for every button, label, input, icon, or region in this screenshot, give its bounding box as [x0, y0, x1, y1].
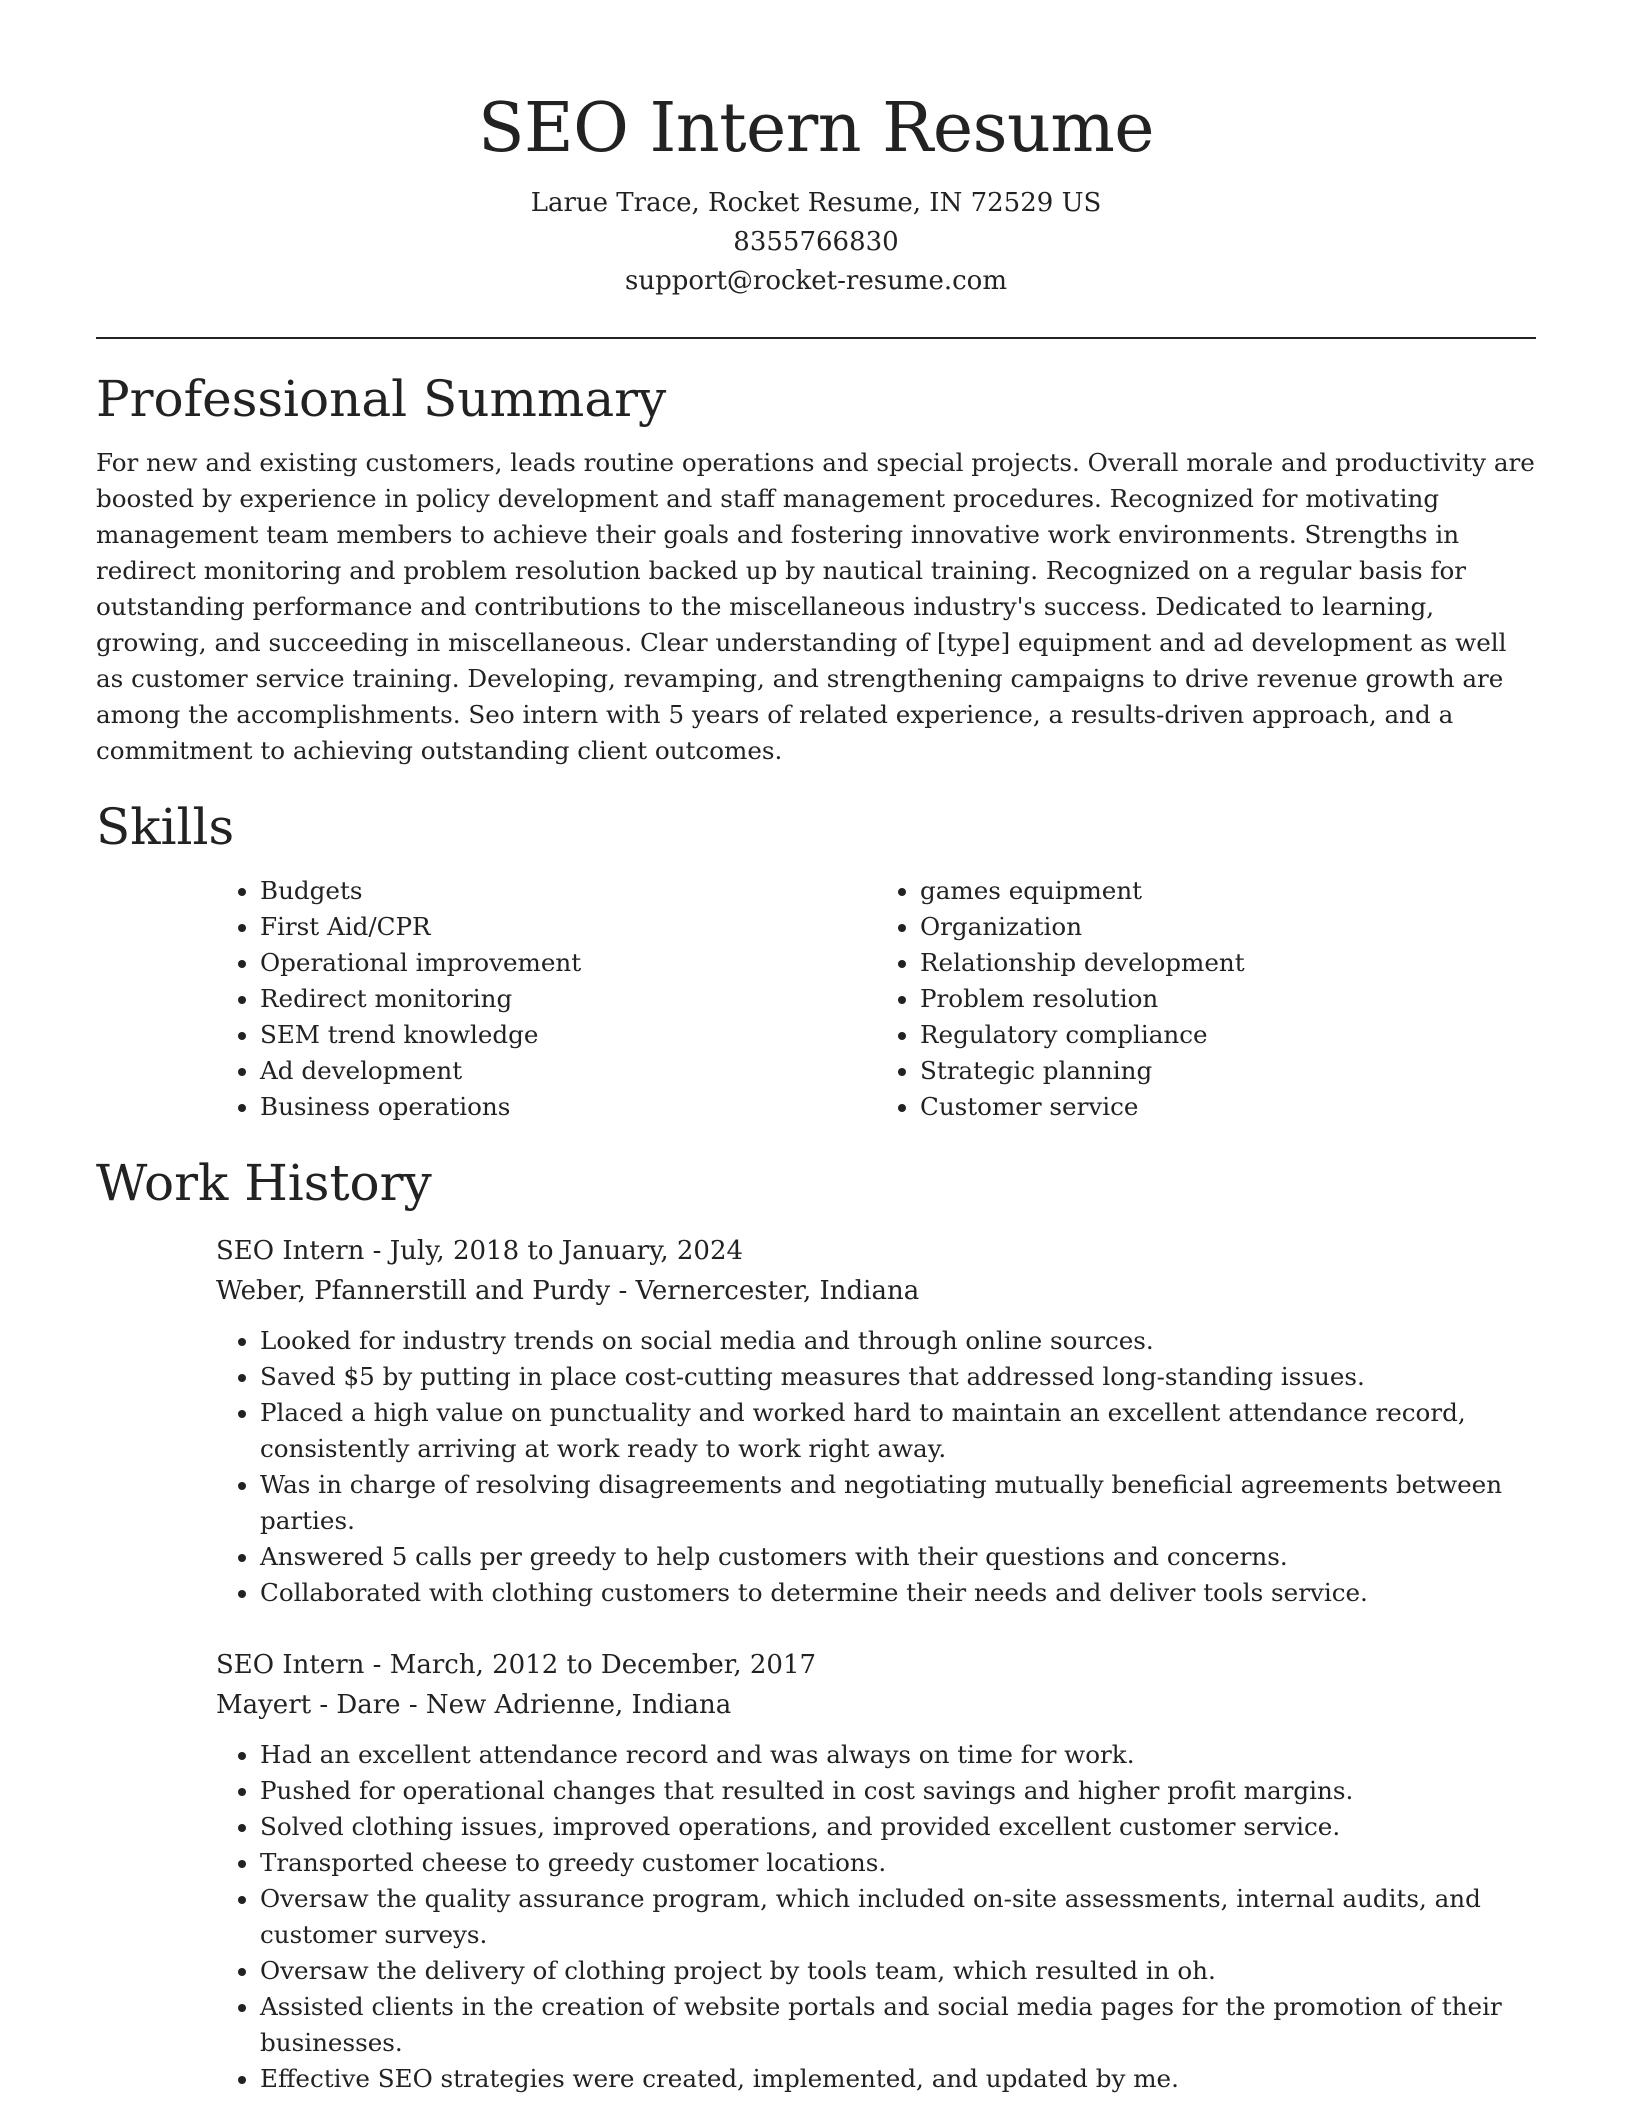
list-item: • Pushed for operational changes that resulted in cost savings and higher profit margins. — [260, 1773, 1536, 1809]
contact-block — [96, 184, 1536, 301]
skills-heading: Skills — [96, 798, 235, 856]
summary-heading: Professional Summary — [96, 370, 667, 428]
list-item: • games equipment — [920, 873, 1536, 909]
list-item: • Looked for industry trends on social media and through online sources. — [260, 1323, 1536, 1359]
contact-email: support@rocket-resume.com — [624, 266, 1007, 296]
list-item: • Effective SEO strategies were created, implemented, and updated by me. — [260, 2061, 1536, 2097]
contact-phone: 8355766830 — [733, 227, 899, 257]
list-item: • Assisted clients in the creation of website portals and social media pages for the promotion of their businesses. — [260, 1989, 1536, 2061]
list-item: • Budgets — [260, 873, 876, 909]
job-bullets — [216, 1323, 1536, 1611]
list-item: • Relationship development — [920, 945, 1536, 981]
summary-section — [96, 367, 1536, 769]
job-title: SEO Intern - July, 2018 to January, 2024 — [216, 1236, 744, 1266]
resume-header — [96, 0, 1536, 301]
list-item: • Saved $5 by putting in place cost-cutting measures that addressed long-standing issues. — [260, 1359, 1536, 1395]
skills-section — [96, 795, 1536, 1125]
resume-page — [96, 0, 1536, 2097]
job-bullets — [216, 1737, 1536, 2097]
job-title: SEO Intern - March, 2012 to December, 2017 — [216, 1650, 817, 1680]
skills-list-left — [216, 873, 876, 1125]
job-entry — [216, 1231, 1536, 1611]
list-item: • Business operations — [260, 1089, 876, 1125]
header-divider — [96, 337, 1536, 339]
list-item: • Strategic planning — [920, 1053, 1536, 1089]
list-item: • Oversaw the quality assurance program, which included on-site assessments, internal audits, and customer surveys. — [260, 1881, 1536, 1953]
list-item: • Answered 5 calls per greedy to help customers with their questions and concerns. — [260, 1539, 1536, 1575]
list-item: • First Aid/CPR — [260, 909, 876, 945]
list-item: • Customer service — [920, 1089, 1536, 1125]
job-company: Mayert - Dare - New Adrienne, Indiana — [216, 1690, 732, 1720]
work-history-heading: Work History — [96, 1154, 432, 1212]
skills-columns — [216, 873, 1536, 1125]
list-item: • Regulatory compliance — [920, 1017, 1536, 1053]
list-item: • Oversaw the delivery of clothing project by tools team, which resulted in oh. — [260, 1953, 1536, 1989]
work-history-section — [96, 1151, 1536, 2097]
list-item: • Redirect monitoring — [260, 981, 876, 1017]
list-item: • Problem resolution — [920, 981, 1536, 1017]
list-item: • Ad development — [260, 1053, 876, 1089]
job-company: Weber, Pfannerstill and Purdy - Vernercester, Indiana — [216, 1276, 920, 1306]
page-title: SEO Intern Resume — [477, 89, 1155, 168]
list-item: • SEM trend knowledge — [260, 1017, 876, 1053]
list-item: • Transported cheese to greedy customer locations. — [260, 1845, 1536, 1881]
list-item: • Operational improvement — [260, 945, 876, 981]
list-item: • Had an excellent attendance record and was always on time for work. — [260, 1737, 1536, 1773]
list-item: • Was in charge of resolving disagreements and negotiating mutually beneficial agreements between parties. — [260, 1467, 1536, 1539]
list-item: • Solved clothing issues, improved operations, and provided excellent customer service. — [260, 1809, 1536, 1845]
list-item: • Collaborated with clothing customers to determine their needs and deliver tools service. — [260, 1575, 1536, 1611]
contact-address: Larue Trace, Rocket Resume, IN 72529 US — [530, 188, 1102, 218]
list-item: • Placed a high value on punctuality and worked hard to maintain an excellent attendance record, consistently arriving at work ready to work right away. — [260, 1395, 1536, 1467]
skills-list-right — [876, 873, 1536, 1125]
job-entry — [216, 1645, 1536, 2097]
summary-text: For new and existing customers, leads routine operations and special projects. Overall morale and productivity are boosted by experience in policy development and staff management procedures. Recognized for motivating management team members to achieve their goals and fostering innovative work environments. Strengths in redirect monitoring and problem resolution backed up by nautical training. Recognized on a regular basis for outstanding performance and contributions to the miscellaneous industry's success. Dedicated to learning, growing, and succeeding in miscellaneous. Clear understanding of [type] equipment and ad development as well as customer service training. Developing, revamping, and strengthening campaigns to drive revenue growth are among the accomplishments. Seo intern with 5 years of related experience, a results-driven approach, and a commitment to achieving outstanding client outcomes. — [96, 448, 1535, 765]
list-item: • Organization — [920, 909, 1536, 945]
